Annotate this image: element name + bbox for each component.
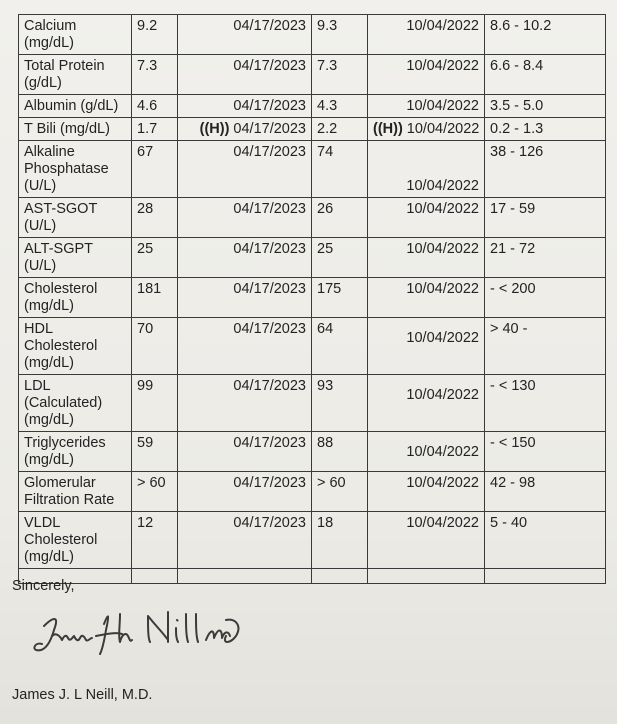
current-value-cell — [132, 472, 178, 512]
high-flag: ((H)) — [373, 121, 403, 137]
table-row — [19, 95, 606, 118]
current-date-cell — [178, 55, 312, 95]
current-date-cell — [178, 375, 312, 432]
current-value-cell-text: 67 — [137, 144, 154, 160]
previous-date-cell-text: 10/04/2022 — [406, 475, 479, 491]
current-value-cell-text: 70 — [137, 321, 154, 337]
previous-value-cell — [312, 198, 368, 238]
previous-date-cell-text: 10/04/2022 — [406, 241, 479, 257]
spacer-cell — [312, 569, 368, 584]
current-value-cell-text: > 60 — [137, 475, 166, 491]
spacer-cell — [178, 569, 312, 584]
previous-date-cell — [368, 472, 485, 512]
test-name-cell — [19, 512, 132, 569]
test-name-cell-text: HDL Cholesterol (mg/dL) — [24, 321, 98, 371]
reference-range-cell — [485, 432, 606, 472]
test-name-cell — [19, 118, 132, 141]
table-row — [19, 15, 606, 55]
test-name-cell-text: ALT-SGPT (U/L) — [24, 241, 93, 274]
current-value-cell — [132, 141, 178, 198]
current-value-cell — [132, 432, 178, 472]
test-name-cell-text: Triglycerides (mg/dL) — [24, 435, 106, 468]
previous-date-cell — [368, 55, 485, 95]
reference-range-cell-text: - < 200 — [490, 281, 536, 297]
current-date-cell — [178, 278, 312, 318]
current-value-cell — [132, 55, 178, 95]
test-name-cell — [19, 198, 132, 238]
current-date-cell — [178, 118, 312, 141]
reference-range-cell — [485, 15, 606, 55]
previous-value-cell-text: 175 — [317, 281, 342, 297]
current-value-cell-text: 28 — [137, 201, 154, 217]
table-row — [19, 118, 606, 141]
previous-date-cell — [368, 15, 485, 55]
current-date-cell-text: 04/17/2023 — [233, 241, 306, 257]
table-row — [19, 278, 606, 318]
test-name-cell — [19, 278, 132, 318]
previous-date-cell — [368, 95, 485, 118]
test-name-cell — [19, 55, 132, 95]
current-date-cell-text: 04/17/2023 — [233, 378, 306, 394]
previous-value-cell — [312, 238, 368, 278]
previous-value-cell-text: 93 — [317, 378, 334, 394]
reference-range-cell — [485, 238, 606, 278]
current-date-cell — [178, 15, 312, 55]
previous-date-cell — [368, 118, 485, 141]
previous-value-cell — [312, 512, 368, 569]
high-flag: ((H)) — [199, 121, 230, 137]
previous-date-cell — [368, 512, 485, 569]
test-name-cell — [19, 432, 132, 472]
previous-value-cell — [312, 15, 368, 55]
table-spacer-row — [19, 569, 606, 584]
current-value-cell — [132, 118, 178, 141]
test-name-cell — [19, 472, 132, 512]
current-date-cell-text: 04/17/2023 — [233, 475, 306, 491]
current-value-cell-text: 25 — [137, 241, 154, 257]
spacer-cell — [485, 569, 606, 584]
previous-value-cell-text: > 60 — [317, 475, 346, 491]
test-name-cell — [19, 238, 132, 278]
previous-date-cell — [368, 141, 485, 198]
current-date-cell-text: 04/17/2023 — [233, 144, 306, 160]
previous-date-cell-text: 10/04/2022 — [406, 18, 479, 34]
previous-value-cell-text: 26 — [317, 201, 334, 217]
reference-range-cell — [485, 141, 606, 198]
current-value-cell — [132, 95, 178, 118]
previous-value-cell-text: 25 — [317, 241, 334, 257]
table-row — [19, 141, 606, 198]
previous-value-cell — [312, 375, 368, 432]
previous-value-cell — [312, 141, 368, 198]
current-date-cell — [178, 141, 312, 198]
spacer-cell — [132, 569, 178, 584]
current-date-cell — [178, 472, 312, 512]
previous-value-cell — [312, 95, 368, 118]
current-value-cell-text: 181 — [137, 281, 162, 297]
current-value-cell-text: 7.3 — [137, 58, 158, 74]
reference-range-cell — [485, 55, 606, 95]
previous-value-cell-text: 2.2 — [317, 121, 338, 137]
previous-date-cell-text: 10/04/2022 — [406, 121, 480, 137]
previous-value-cell-text: 74 — [317, 144, 334, 160]
previous-date-cell — [368, 198, 485, 238]
reference-range-cell-text: 5 - 40 — [490, 515, 528, 531]
test-name-cell-text: T Bili (mg/dL) — [24, 121, 110, 137]
reference-range-cell — [485, 375, 606, 432]
previous-value-cell-text: 7.3 — [317, 58, 338, 74]
reference-range-cell-text: - < 130 — [490, 378, 536, 394]
reference-range-cell-text: 21 - 72 — [490, 241, 536, 257]
current-date-cell-text: 04/17/2023 — [233, 435, 306, 451]
current-date-cell-text: 04/17/2023 — [233, 281, 306, 297]
previous-date-cell-text: 10/04/2022 — [406, 387, 479, 403]
previous-date-cell-text: 10/04/2022 — [406, 98, 479, 114]
current-value-cell — [132, 198, 178, 238]
current-value-cell — [132, 512, 178, 569]
previous-value-cell — [312, 278, 368, 318]
reference-range-cell — [485, 95, 606, 118]
reference-range-cell-text: > 40 - — [490, 321, 528, 337]
table-row — [19, 432, 606, 472]
reference-range-cell — [485, 278, 606, 318]
table-row — [19, 55, 606, 95]
handwritten-signature — [30, 600, 245, 662]
current-value-cell-text: 59 — [137, 435, 154, 451]
current-date-cell-text: 04/17/2023 — [233, 58, 306, 74]
previous-date-cell-text: 10/04/2022 — [406, 515, 479, 531]
test-name-cell — [19, 141, 132, 198]
reference-range-cell — [485, 512, 606, 569]
current-value-cell — [132, 15, 178, 55]
reference-range-cell-text: 42 - 98 — [490, 475, 536, 491]
current-date-cell-text: 04/17/2023 — [233, 18, 306, 34]
current-date-cell-text: 04/17/2023 — [233, 515, 306, 531]
current-value-cell-text: 4.6 — [137, 98, 158, 114]
signer-name: James J. L Neill, M.D. — [12, 687, 153, 703]
current-value-cell — [132, 318, 178, 375]
previous-date-cell — [368, 375, 485, 432]
current-date-cell-text: 04/17/2023 — [233, 121, 306, 137]
table-row — [19, 512, 606, 569]
table-row — [19, 375, 606, 432]
previous-value-cell — [312, 432, 368, 472]
previous-value-cell — [312, 118, 368, 141]
current-value-cell-text: 1.7 — [137, 121, 158, 137]
current-value-cell — [132, 238, 178, 278]
current-value-cell-text: 99 — [137, 378, 154, 394]
previous-date-cell-text: 10/04/2022 — [406, 330, 479, 346]
test-name-cell-text: Albumin (g/dL) — [24, 98, 119, 114]
reference-range-cell-text: 38 - 126 — [490, 144, 544, 160]
reference-range-cell-text: 3.5 - 5.0 — [490, 98, 544, 114]
reference-range-cell — [485, 472, 606, 512]
previous-date-cell — [368, 318, 485, 375]
reference-range-cell-text: 17 - 59 — [490, 201, 536, 217]
reference-range-cell-text: - < 150 — [490, 435, 536, 451]
closing-text: Sincerely, — [12, 578, 75, 594]
current-value-cell — [132, 375, 178, 432]
current-value-cell-text: 12 — [137, 515, 154, 531]
previous-date-cell — [368, 278, 485, 318]
spacer-cell — [368, 569, 485, 584]
current-date-cell — [178, 95, 312, 118]
table-row — [19, 472, 606, 512]
current-date-cell-text: 04/17/2023 — [233, 201, 306, 217]
test-name-cell-text: AST-SGOT (U/L) — [24, 201, 98, 234]
reference-range-cell — [485, 118, 606, 141]
previous-date-cell — [368, 238, 485, 278]
current-date-cell-text: 04/17/2023 — [233, 321, 306, 337]
test-name-cell-text: Glomerular Filtration Rate — [24, 475, 115, 508]
previous-value-cell-text: 64 — [317, 321, 334, 337]
table-row — [19, 318, 606, 375]
current-date-cell — [178, 198, 312, 238]
previous-date-cell-text: 10/04/2022 — [406, 281, 479, 297]
table-row — [19, 198, 606, 238]
test-name-cell-text: Calcium (mg/dL) — [24, 18, 77, 51]
test-name-cell — [19, 15, 132, 55]
current-value-cell — [132, 278, 178, 318]
previous-date-cell-text: 10/04/2022 — [406, 178, 479, 194]
test-name-cell-text: Cholesterol (mg/dL) — [24, 281, 98, 314]
test-name-cell-text: Total Protein (g/dL) — [24, 58, 105, 91]
reference-range-cell — [485, 318, 606, 375]
test-name-cell — [19, 318, 132, 375]
previous-value-cell-text: 88 — [317, 435, 334, 451]
previous-date-cell — [368, 432, 485, 472]
current-date-cell — [178, 238, 312, 278]
previous-value-cell-text: 4.3 — [317, 98, 338, 114]
current-date-cell — [178, 318, 312, 375]
lab-results-table — [18, 14, 606, 584]
previous-value-cell — [312, 55, 368, 95]
previous-value-cell — [312, 472, 368, 512]
previous-value-cell-text: 9.3 — [317, 18, 338, 34]
reference-range-cell-text: 0.2 - 1.3 — [490, 121, 544, 137]
reference-range-cell-text: 8.6 - 10.2 — [490, 18, 552, 34]
previous-date-cell-text: 10/04/2022 — [406, 201, 479, 217]
previous-value-cell — [312, 318, 368, 375]
test-name-cell — [19, 375, 132, 432]
test-name-cell-text: VLDL Cholesterol (mg/dL) — [24, 515, 98, 565]
test-name-cell — [19, 95, 132, 118]
current-date-cell — [178, 512, 312, 569]
reference-range-cell — [485, 198, 606, 238]
previous-date-cell-text: 10/04/2022 — [406, 58, 479, 74]
test-name-cell-text: Alkaline Phosphatase (U/L) — [24, 144, 109, 194]
reference-range-cell-text: 6.6 - 8.4 — [490, 58, 544, 74]
previous-value-cell-text: 18 — [317, 515, 334, 531]
table-row — [19, 238, 606, 278]
previous-date-cell-text: 10/04/2022 — [406, 444, 479, 460]
current-date-cell-text: 04/17/2023 — [233, 98, 306, 114]
current-value-cell-text: 9.2 — [137, 18, 158, 34]
test-name-cell-text: LDL (Calculated) (mg/dL) — [24, 378, 103, 428]
current-date-cell — [178, 432, 312, 472]
